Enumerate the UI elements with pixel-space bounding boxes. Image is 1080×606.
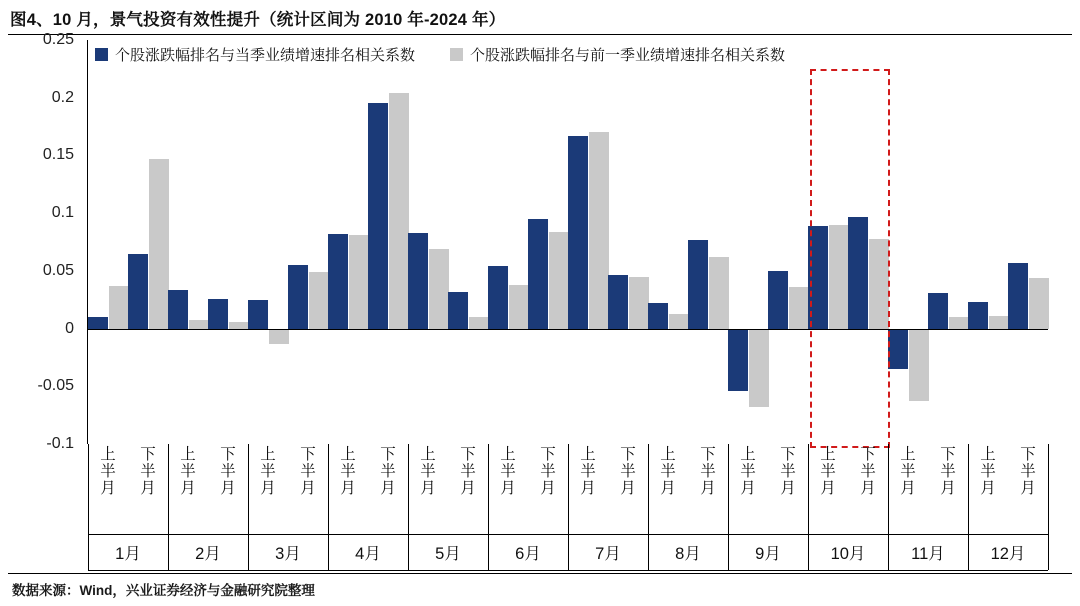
bar [688, 240, 708, 329]
month-separator [168, 534, 169, 570]
half-month-label: 下 半 月 [1020, 446, 1036, 497]
bar [448, 292, 468, 329]
y-tick-label: 0.25 [42, 31, 74, 48]
bar [488, 266, 508, 328]
bar [349, 235, 369, 328]
month-label: 1月 [115, 545, 141, 563]
month-separator [88, 534, 89, 570]
bar [128, 254, 148, 329]
bar [949, 317, 969, 329]
highlight-box-october [810, 69, 890, 448]
month-label: 3月 [275, 545, 301, 563]
month-separator [248, 534, 249, 570]
axis-divider-bottom [88, 570, 1048, 571]
month-separator [1048, 534, 1049, 570]
month-label: 9月 [755, 545, 781, 563]
y-tick-label: 0 [65, 319, 74, 337]
half-month-label: 下 半 月 [940, 446, 956, 497]
month-separator [648, 534, 649, 570]
month-label: 5月 [435, 545, 461, 563]
bar [309, 272, 329, 329]
month-label: 10月 [830, 545, 866, 563]
half-month-label: 下 半 月 [860, 446, 876, 497]
axis-separator [328, 444, 329, 534]
bar [968, 302, 988, 329]
month-separator [408, 534, 409, 570]
bar [549, 232, 569, 329]
axis-separator [968, 444, 969, 534]
bar [328, 234, 348, 329]
half-month-label: 下 半 月 [460, 446, 476, 497]
y-tick-label: 0.15 [42, 146, 74, 164]
month-label: 12月 [990, 545, 1026, 563]
bar [269, 329, 289, 344]
y-tick-label: 0.05 [42, 261, 74, 279]
bar [429, 249, 449, 329]
axis-separator [488, 444, 489, 534]
month-separator [808, 534, 809, 570]
y-tick-label: 0.2 [51, 88, 74, 106]
half-month-label: 上 半 月 [260, 446, 276, 497]
axis-separator [808, 444, 809, 534]
bar [909, 329, 929, 402]
y-tick-label: 0.1 [51, 204, 74, 222]
bar [648, 303, 668, 328]
bar [1029, 278, 1049, 329]
y-tick-label: -0.1 [46, 435, 74, 452]
page-title: 图4、10 月，景气投资有效性提升（统计区间为 2010 年-2024 年） [10, 11, 506, 29]
source-note: 数据来源：Wind，兴业证券经济与金融研究院整理 [12, 583, 315, 598]
bar [189, 320, 209, 328]
bar [789, 287, 809, 329]
bar [149, 159, 169, 329]
bar [389, 93, 409, 328]
half-month-label: 上 半 月 [660, 446, 676, 497]
axis-separator [88, 444, 89, 534]
half-month-label: 下 半 月 [140, 446, 156, 497]
month-label: 4月 [355, 545, 381, 563]
plot-area [88, 40, 1048, 444]
month-label: 11月 [911, 545, 945, 563]
half-month-label: 上 半 月 [820, 446, 836, 497]
source-divider [8, 573, 1072, 574]
bar [709, 257, 729, 329]
bar [229, 322, 249, 329]
y-tick-label: -0.05 [37, 377, 74, 395]
bar [208, 299, 228, 329]
bar [629, 277, 649, 329]
month-separator [568, 534, 569, 570]
half-month-label: 下 半 月 [380, 446, 396, 497]
month-axis [88, 534, 1048, 570]
month-separator [488, 534, 489, 570]
month-label: 7月 [595, 545, 621, 563]
half-month-label: 上 半 月 [580, 446, 596, 497]
axis-separator [248, 444, 249, 534]
bar [88, 317, 108, 329]
bar [989, 316, 1009, 329]
bar [368, 103, 388, 328]
half-month-label: 上 半 月 [500, 446, 516, 497]
month-label: 2月 [195, 545, 221, 563]
half-month-label: 下 半 月 [620, 446, 636, 497]
bar [509, 285, 529, 329]
half-month-axis [88, 444, 1048, 534]
bar [728, 329, 748, 391]
half-month-label: 上 半 月 [340, 446, 356, 497]
half-month-label: 下 半 月 [700, 446, 716, 497]
bar [109, 286, 129, 329]
zero-axis-line [87, 329, 1048, 331]
title-divider [8, 34, 1072, 35]
bar [1008, 263, 1028, 329]
axis-separator [648, 444, 649, 534]
bar [408, 233, 428, 329]
half-month-label: 下 半 月 [780, 446, 796, 497]
half-month-label: 上 半 月 [420, 446, 436, 497]
axis-separator [568, 444, 569, 534]
bar [768, 271, 788, 329]
bar [288, 265, 308, 328]
half-month-label: 上 半 月 [100, 446, 116, 497]
axis-separator [408, 444, 409, 534]
half-month-label: 下 半 月 [220, 446, 236, 497]
bar [669, 314, 689, 329]
half-month-label: 上 半 月 [740, 446, 756, 497]
bar [589, 132, 609, 328]
legend-label-series1: 个股涨跌幅排名与当季业绩增速排名相关系数 [115, 47, 416, 64]
half-month-label: 下 半 月 [300, 446, 316, 497]
month-separator [328, 534, 329, 570]
month-separator [888, 534, 889, 570]
month-separator [728, 534, 729, 570]
half-month-label: 下 半 月 [540, 446, 556, 497]
bar [469, 317, 489, 329]
axis-separator [728, 444, 729, 534]
month-label: 6月 [515, 545, 541, 563]
bar [568, 136, 588, 329]
bar [248, 300, 268, 329]
bar [528, 219, 548, 329]
bar-series-container [88, 40, 1048, 444]
axis-separator [1048, 444, 1049, 534]
legend-label-series2: 个股涨跌幅排名与前一季业绩增速排名相关系数 [470, 47, 786, 64]
bar [928, 293, 948, 329]
bar [168, 290, 188, 328]
axis-separator [168, 444, 169, 534]
half-month-label: 上 半 月 [980, 446, 996, 497]
axis-separator [888, 444, 889, 534]
y-axis-labels [8, 31, 82, 452]
month-separator [968, 534, 969, 570]
half-month-label: 上 半 月 [180, 446, 196, 497]
half-month-label: 上 半 月 [900, 446, 916, 497]
month-label: 8月 [675, 545, 701, 563]
bar [888, 329, 908, 369]
bar [749, 329, 769, 407]
bar [608, 275, 628, 328]
